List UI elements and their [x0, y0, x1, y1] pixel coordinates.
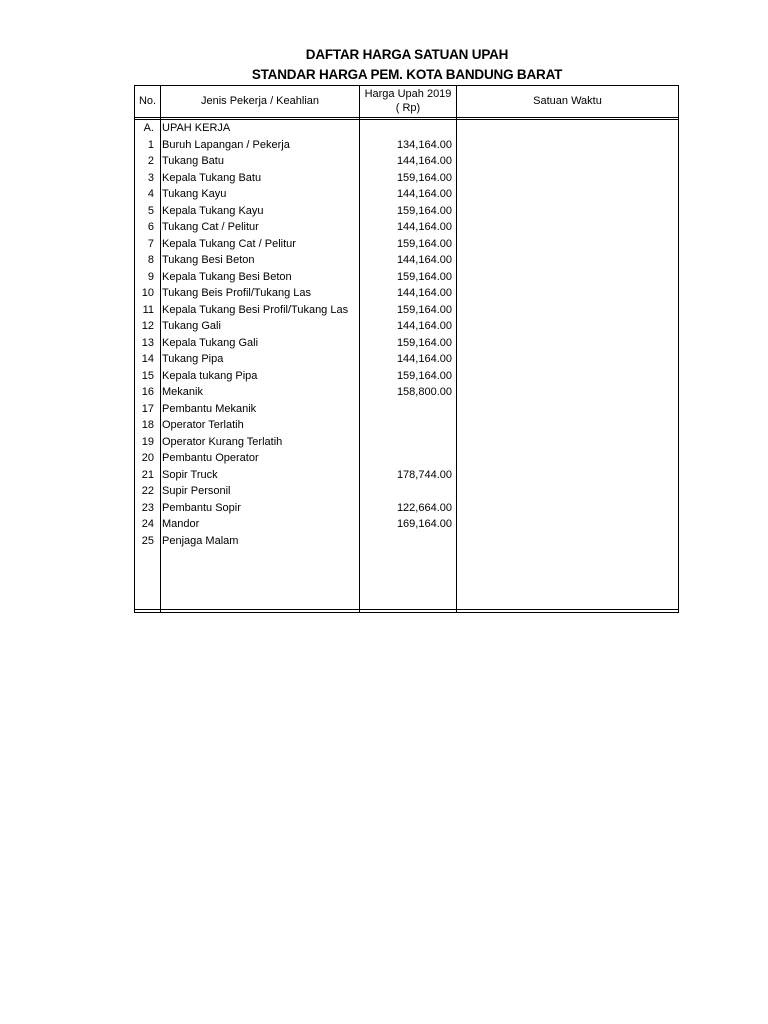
row-worker-type: Kepala Tukang Kayu: [162, 204, 264, 217]
document-title: DAFTAR HARGA SATUAN UPAH: [305, 47, 509, 62]
row-wage-price: 144,164.00: [396, 188, 452, 200]
row-number: 21: [141, 468, 154, 481]
table-row: [135, 203, 680, 220]
row-number: 22: [141, 485, 154, 497]
row-number: 6: [147, 221, 154, 233]
row-worker-type: Operator Kurang Terlatih: [162, 435, 283, 448]
table-row: [135, 417, 680, 434]
table-row: [135, 269, 680, 286]
row-wage-price: 169,164.00: [396, 518, 452, 530]
row-number: 12: [141, 320, 154, 332]
row-number: 25: [141, 534, 154, 547]
row-worker-type: Mekanik: [162, 386, 203, 398]
row-worker-type: Sopir Truck: [162, 468, 218, 481]
row-number: 10: [141, 287, 154, 299]
row-worker-type: Tukang Batu: [162, 155, 224, 167]
row-worker-type: Kepala tukang Pipa: [162, 369, 258, 382]
table-row: [135, 500, 680, 517]
row-number: 14: [141, 353, 154, 365]
table-row: [135, 483, 680, 500]
table-bottom-divider: [135, 609, 678, 610]
table-row: [135, 401, 680, 418]
row-number: 9: [147, 270, 154, 283]
table-row: [135, 170, 680, 187]
row-worker-type: Pembantu Operator: [162, 452, 259, 464]
row-worker-type: Buruh Lapangan / Pekerja: [162, 138, 290, 151]
table-row: [135, 186, 680, 203]
row-number: 5: [147, 204, 154, 217]
row-wage-price: 144,164.00: [396, 320, 452, 332]
row-wage-price: 144,164.00: [396, 254, 452, 266]
row-worker-type: Kepala Tukang Besi Beton: [162, 270, 292, 283]
row-wage-price: 159,164.00: [396, 336, 452, 349]
table-row: [135, 533, 680, 550]
row-number: 13: [141, 336, 154, 349]
row-worker-type: Tukang Gali: [162, 320, 221, 332]
table-row: [135, 236, 680, 253]
row-number: 23: [141, 501, 154, 514]
row-wage-price: 144,164.00: [396, 155, 452, 167]
row-worker-type: UPAH KERJA: [162, 122, 231, 134]
table-row: [135, 467, 680, 484]
row-worker-type: Kepala Tukang Batu: [162, 171, 262, 184]
row-number: 20: [141, 452, 154, 464]
row-worker-type: Tukang Cat / Pelitur: [162, 221, 259, 233]
table-row: [135, 368, 680, 385]
row-wage-price: 159,164.00: [396, 204, 452, 217]
table-row: [135, 252, 680, 269]
row-wage-price: 144,164.00: [396, 221, 452, 233]
row-number: 18: [141, 419, 154, 431]
table-row: [135, 120, 680, 137]
row-worker-type: Penjaga Malam: [162, 534, 239, 547]
row-number: 16: [141, 386, 154, 398]
table-row: [135, 285, 680, 302]
row-wage-price: 122,664.00: [396, 501, 452, 514]
row-worker-type: Pembantu Sopir: [162, 501, 241, 514]
row-wage-price: 159,164.00: [396, 237, 452, 250]
table-row: [135, 434, 680, 451]
row-wage-price: 178,744.00: [396, 468, 452, 481]
header-divider-top: [135, 117, 678, 118]
row-wage-price: 159,164.00: [396, 270, 452, 283]
row-number: 17: [141, 402, 154, 415]
document-subtitle: STANDAR HARGA PEM. KOTA BANDUNG BARAT: [251, 67, 563, 82]
row-worker-type: Mandor: [162, 518, 200, 530]
table-row: [135, 335, 680, 352]
row-worker-type: Kepala Tukang Cat / Pelitur: [162, 237, 296, 250]
row-worker-type: Supir Personil: [162, 485, 231, 497]
row-number: 11: [142, 303, 154, 316]
header-harga-line2: ( Rp): [395, 102, 421, 114]
row-number: 2: [147, 155, 154, 167]
table-row: [135, 153, 680, 170]
wage-table: [134, 85, 679, 613]
header-harga-line1: Harga Upah 2019: [364, 88, 452, 100]
row-wage-price: 159,164.00: [396, 303, 452, 316]
table-row: [135, 219, 680, 236]
row-wage-price: 159,164.00: [396, 171, 452, 184]
row-number: 7: [147, 237, 154, 250]
row-number: 15: [141, 369, 154, 382]
row-number: 3: [147, 171, 154, 184]
row-worker-type: Tukang Kayu: [162, 188, 227, 200]
row-worker-type: Kepala Tukang Besi Profil/Tukang Las: [162, 303, 349, 316]
row-number: 4: [147, 188, 154, 200]
header-satuan: Satuan Waktu: [533, 95, 602, 107]
table-row: [135, 351, 680, 368]
row-worker-type: Operator Terlatih: [162, 419, 244, 431]
table-row: [135, 302, 680, 319]
row-wage-price: 134,164.00: [396, 138, 452, 151]
header-jenis: Jenis Pekerja / Keahlian: [200, 95, 319, 107]
row-number: 1: [147, 138, 154, 151]
row-number: 24: [141, 518, 154, 530]
row-wage-price: 144,164.00: [396, 353, 452, 365]
row-worker-type: Tukang Besi Beton: [162, 254, 255, 266]
row-worker-type: Tukang Beis Profil/Tukang Las: [162, 287, 311, 299]
table-row: [135, 450, 680, 467]
row-worker-type: Kepala Tukang Gali: [162, 336, 259, 349]
row-worker-type: Pembantu Mekanik: [162, 402, 257, 415]
table-row: [135, 516, 680, 533]
row-number: 19: [141, 435, 154, 448]
row-wage-price: 158,800.00: [396, 386, 452, 398]
table-row: [135, 384, 680, 401]
row-worker-type: Tukang Pipa: [162, 353, 224, 365]
header-no: No.: [138, 95, 157, 107]
table-row: [135, 137, 680, 154]
row-number: 8: [147, 254, 154, 266]
row-number: A.: [143, 122, 154, 134]
row-wage-price: 159,164.00: [396, 369, 452, 382]
row-wage-price: 144,164.00: [396, 287, 452, 299]
table-row: [135, 318, 680, 335]
